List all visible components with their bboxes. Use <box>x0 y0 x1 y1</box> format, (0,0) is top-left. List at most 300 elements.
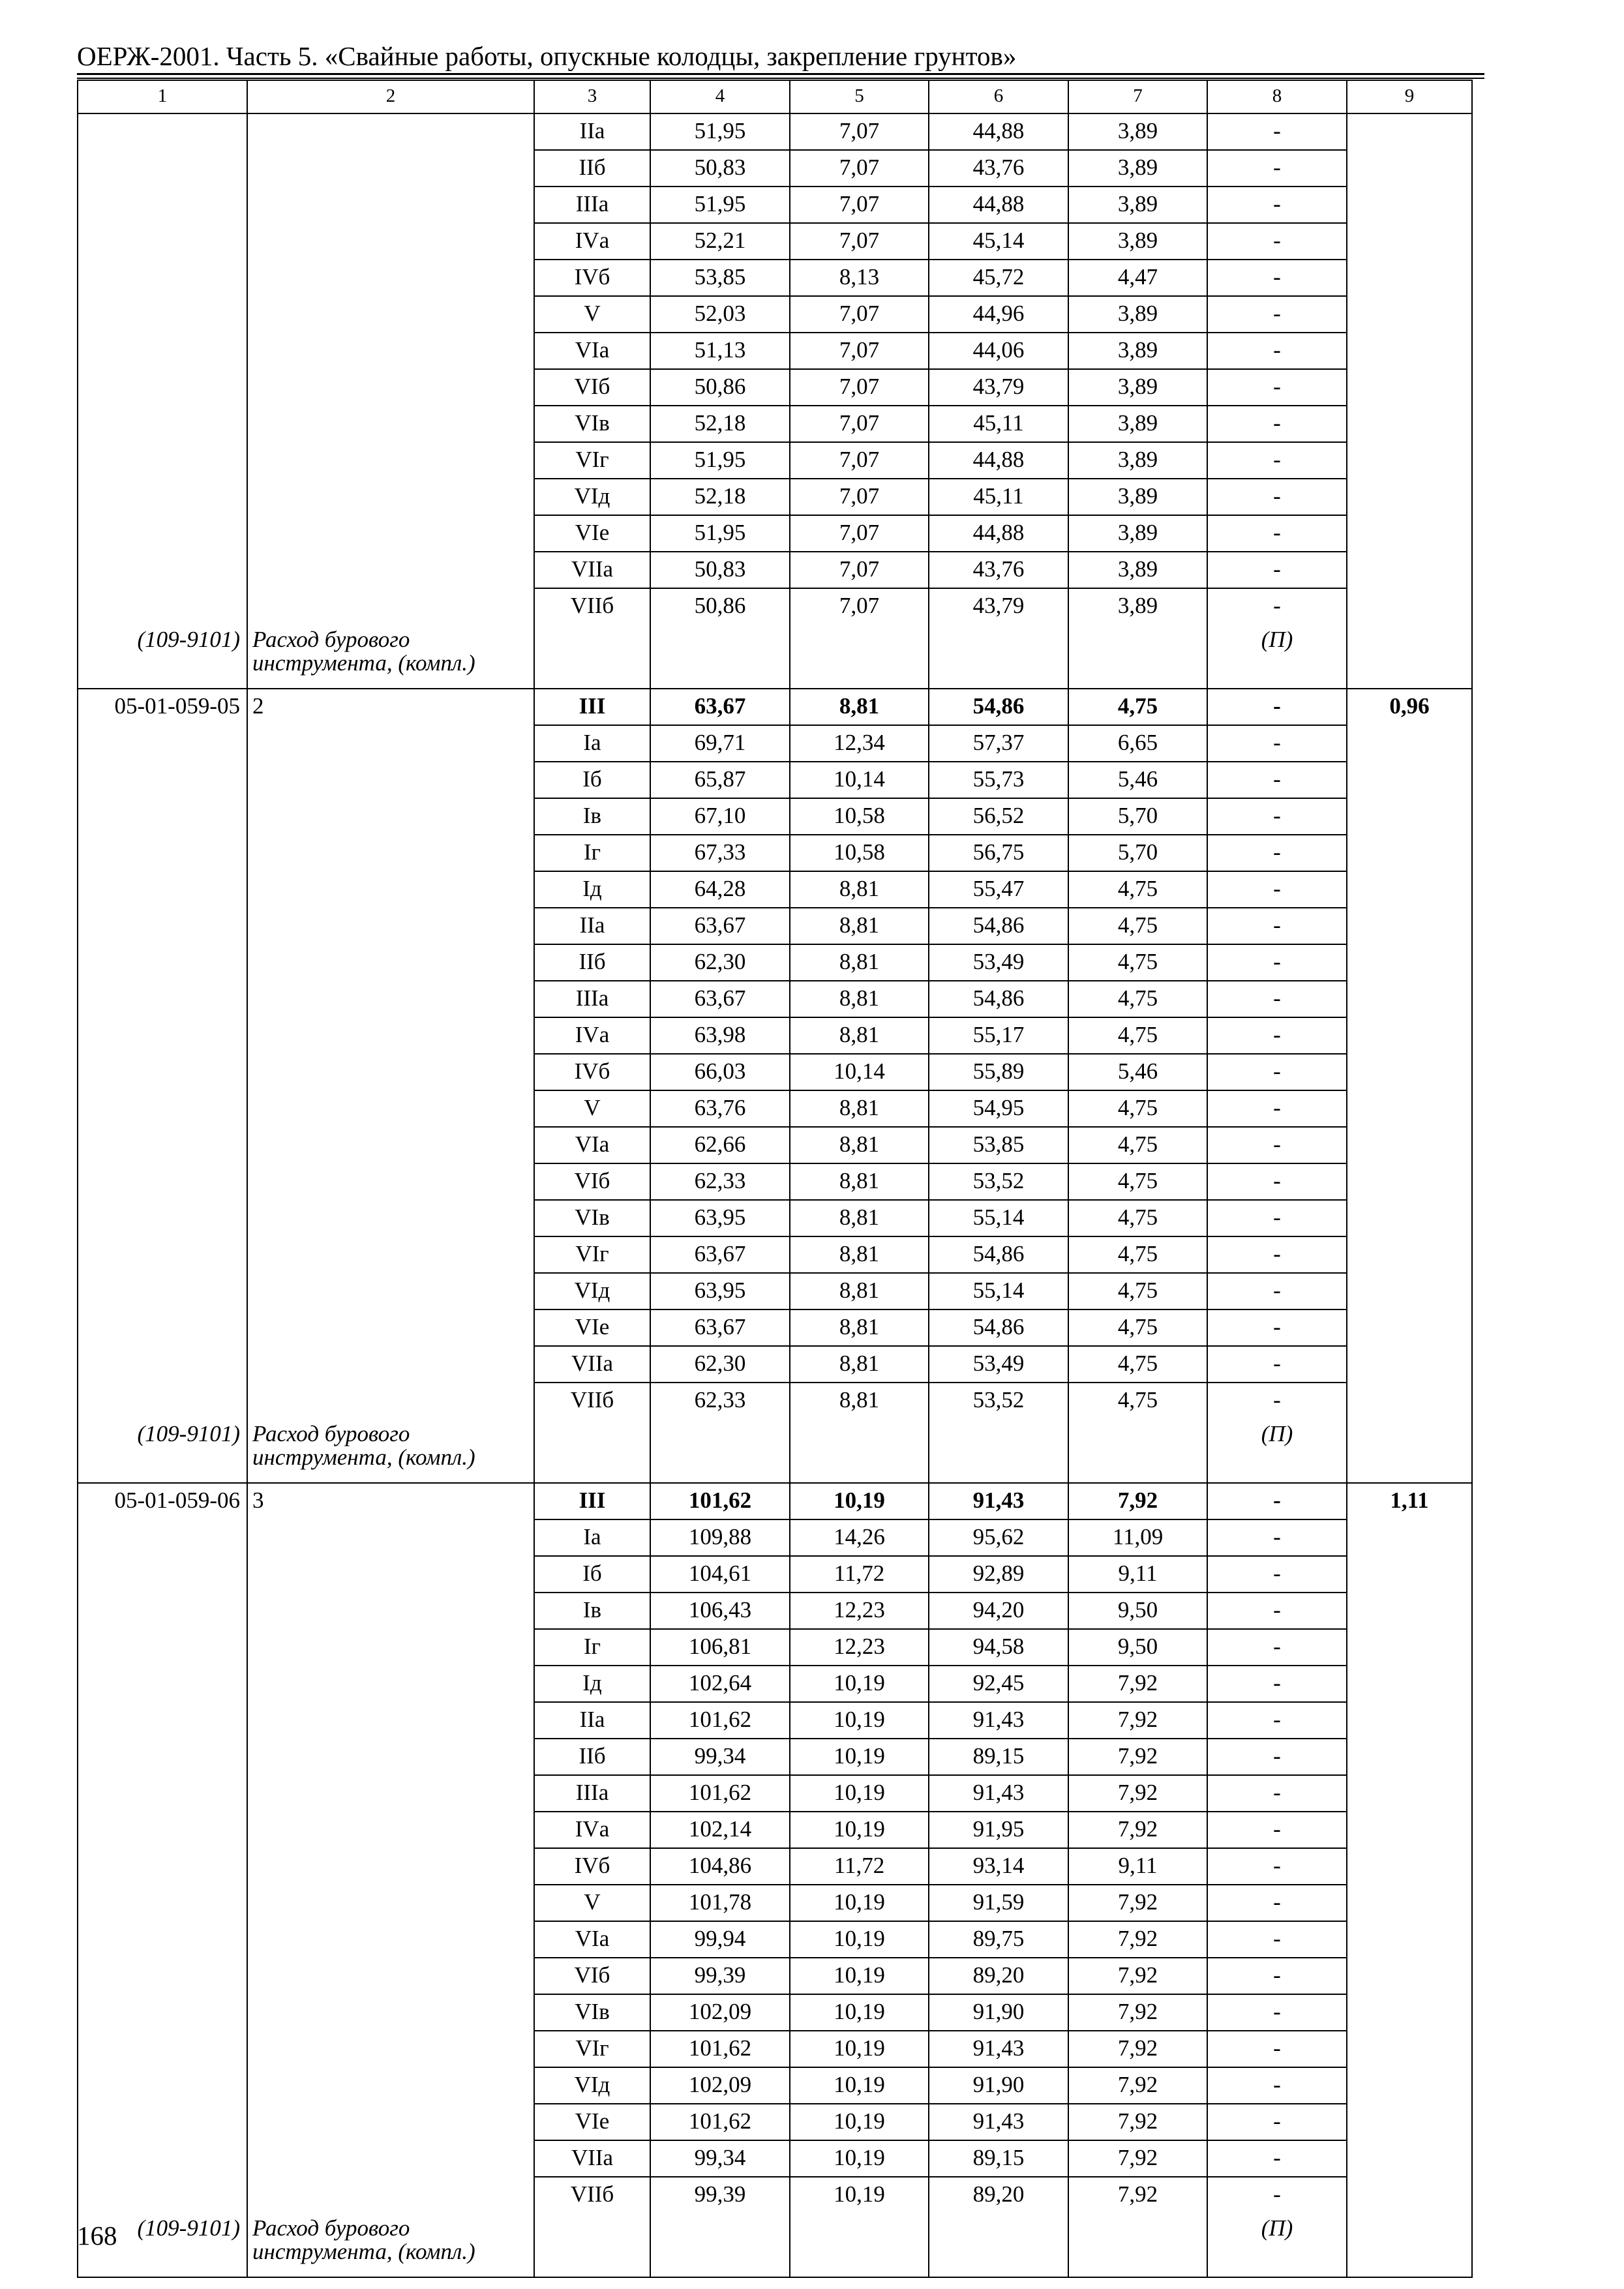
zone-cell: III <box>534 1483 650 1519</box>
labor-cost-cell: 10,19 <box>790 2067 929 2104</box>
labor-cost-cell: 10,19 <box>790 2140 929 2177</box>
materials-cost-cell: - <box>1207 1236 1347 1273</box>
column-number: 7 <box>1068 80 1207 113</box>
materials-cost-cell: - <box>1207 944 1347 981</box>
machine-cost-cell: 44,88 <box>929 442 1068 479</box>
materials-cost-cell: - <box>1207 1163 1347 1200</box>
zone-cell: IVб <box>534 260 650 296</box>
total-cost-cell: 66,03 <box>650 1054 790 1090</box>
resource-code-cell <box>78 1418 247 1483</box>
labor-cost-cell: 7,07 <box>790 442 929 479</box>
labor-cost-cell: 10,14 <box>790 762 929 798</box>
rate-code <box>78 113 247 624</box>
operator-wage-cell: 4,47 <box>1068 260 1207 296</box>
labor-cost-cell: 8,81 <box>790 871 929 908</box>
total-cost-cell: 99,34 <box>650 2140 790 2177</box>
column-number: 9 <box>1347 80 1472 113</box>
resource-description-line: инструмента, (компл.) <box>252 650 475 676</box>
zone-cell: VIIб <box>534 2177 650 2213</box>
machine-cost-cell: 54,86 <box>929 981 1068 1017</box>
machine-cost-cell: 55,14 <box>929 1273 1068 1309</box>
operator-wage-cell: 4,75 <box>1068 981 1207 1017</box>
empty-cell <box>790 2213 929 2277</box>
machine-cost-cell: 55,89 <box>929 1054 1068 1090</box>
machine-cost-cell: 43,76 <box>929 552 1068 588</box>
machine-cost-cell: 53,49 <box>929 1346 1068 1383</box>
labor-cost-cell: 10,19 <box>790 1994 929 2031</box>
header-rule-thin <box>77 78 1484 79</box>
resource-code: (109-9101) <box>137 1421 240 1446</box>
resource-mark: (П) <box>1261 627 1293 652</box>
total-cost-cell: 50,86 <box>650 369 790 406</box>
zone-cell: VIд <box>534 1273 650 1309</box>
rate-code: 05-01-059-05 <box>78 689 247 1418</box>
zone-cell: Iв <box>534 798 650 835</box>
materials-cost-cell: - <box>1207 2067 1347 2104</box>
total-cost-cell: 99,39 <box>650 2177 790 2213</box>
operator-wage-cell: 5,70 <box>1068 835 1207 871</box>
total-cost-cell: 63,67 <box>650 1236 790 1273</box>
labor-cost-cell: 10,19 <box>790 1958 929 1994</box>
resource-mark-cell <box>1207 1418 1347 1483</box>
materials-cost-cell: - <box>1207 725 1347 762</box>
machine-cost-cell: 43,79 <box>929 369 1068 406</box>
labor-cost-cell: 8,13 <box>790 260 929 296</box>
materials-cost-cell: - <box>1207 1666 1347 1702</box>
machine-cost-cell: 91,90 <box>929 2067 1068 2104</box>
table-row <box>78 689 1472 725</box>
total-cost-cell: 52,18 <box>650 479 790 515</box>
zone-cell: VIIб <box>534 588 650 624</box>
operator-wage-cell: 3,89 <box>1068 113 1207 150</box>
materials-cost-cell: - <box>1207 1812 1347 1848</box>
zone-cell: IVб <box>534 1848 650 1885</box>
labor-cost-cell: 12,34 <box>790 725 929 762</box>
total-cost-cell: 101,78 <box>650 1885 790 1921</box>
materials-cost-cell: - <box>1207 296 1347 333</box>
total-cost-cell: 65,87 <box>650 762 790 798</box>
column-number: 3 <box>534 80 650 113</box>
operator-wage-cell: 7,92 <box>1068 1483 1207 1519</box>
total-cost-cell: 51,95 <box>650 515 790 552</box>
labor-cost-cell: 7,07 <box>790 333 929 369</box>
column-number: 8 <box>1207 80 1347 113</box>
labor-cost-cell: 10,19 <box>790 1702 929 1739</box>
operator-wage-cell: 9,11 <box>1068 1848 1207 1885</box>
resource-mark-cell <box>1207 624 1347 689</box>
total-cost-cell: 101,62 <box>650 1483 790 1519</box>
resource-row <box>78 1418 1472 1483</box>
zone-cell: VIе <box>534 1309 650 1346</box>
labor-cost-cell: 8,81 <box>790 944 929 981</box>
page-number: 168 <box>77 2221 117 2251</box>
zone-cell: VIв <box>534 406 650 442</box>
zone-cell: IIIа <box>534 187 650 223</box>
machine-cost-cell: 91,95 <box>929 1812 1068 1848</box>
operator-wage-cell: 3,89 <box>1068 552 1207 588</box>
machine-cost-cell: 91,43 <box>929 1775 1068 1812</box>
labor-cost-cell: 11,72 <box>790 1848 929 1885</box>
empty-cell <box>929 1418 1068 1483</box>
operator-wage-cell: 5,46 <box>1068 1054 1207 1090</box>
materials-cost-cell: - <box>1207 981 1347 1017</box>
empty-cell <box>650 624 790 689</box>
header-rule-thick <box>77 73 1484 75</box>
materials-cost-cell: - <box>1207 1200 1347 1236</box>
machine-cost-cell: 95,62 <box>929 1519 1068 1556</box>
column-number: 6 <box>929 80 1068 113</box>
operator-wage-cell: 3,89 <box>1068 479 1207 515</box>
machine-cost-cell: 91,43 <box>929 1702 1068 1739</box>
zone-cell: Iд <box>534 1666 650 1702</box>
machine-cost-cell: 53,85 <box>929 1127 1068 1163</box>
materials-cost-cell: - <box>1207 1017 1347 1054</box>
zone-cell: V <box>534 296 650 333</box>
zone-cell: VIв <box>534 1994 650 2031</box>
total-cost-cell: 67,33 <box>650 835 790 871</box>
labor-cost-cell: 8,81 <box>790 1017 929 1054</box>
zone-cell: IIIа <box>534 1775 650 1812</box>
machine-cost-cell: 43,76 <box>929 150 1068 187</box>
machine-cost-cell: 89,15 <box>929 1739 1068 1775</box>
column-number-row <box>78 80 1472 113</box>
operator-wage-cell: 4,75 <box>1068 1090 1207 1127</box>
empty-cell <box>929 624 1068 689</box>
resource-code-cell <box>78 624 247 689</box>
labor-cost-cell: 8,81 <box>790 1273 929 1309</box>
total-cost-cell: 62,33 <box>650 1383 790 1418</box>
machine-cost-cell: 54,86 <box>929 689 1068 725</box>
zone-cell: VIд <box>534 2067 650 2104</box>
materials-cost-cell: - <box>1207 1483 1347 1519</box>
zone-cell: VIв <box>534 1200 650 1236</box>
zone-cell: IVб <box>534 1054 650 1090</box>
total-cost-cell: 101,62 <box>650 2031 790 2067</box>
rate-parameter <box>247 113 534 624</box>
operator-wage-cell: 4,75 <box>1068 1346 1207 1383</box>
total-cost-cell: 106,81 <box>650 1629 790 1666</box>
total-cost-cell: 99,94 <box>650 1921 790 1958</box>
labor-cost-cell: 7,07 <box>790 369 929 406</box>
machine-cost-cell: 91,43 <box>929 1483 1068 1519</box>
zone-cell: VIIб <box>534 1383 650 1418</box>
zone-cell: IIIа <box>534 981 650 1017</box>
machine-cost-cell: 91,43 <box>929 2104 1068 2140</box>
zone-cell: VIд <box>534 479 650 515</box>
operator-wage-cell: 4,75 <box>1068 1017 1207 1054</box>
materials-cost-cell: - <box>1207 1054 1347 1090</box>
zone-cell: Iа <box>534 1519 650 1556</box>
zone-cell: VIIа <box>534 1346 650 1383</box>
labor-cost-cell: 10,19 <box>790 1885 929 1921</box>
zone-cell: V <box>534 1090 650 1127</box>
materials-cost-cell: - <box>1207 369 1347 406</box>
resource-description-cell <box>247 624 534 689</box>
machine-cost-cell: 54,86 <box>929 1309 1068 1346</box>
total-cost-cell: 63,67 <box>650 1309 790 1346</box>
machine-cost-cell: 89,20 <box>929 2177 1068 2213</box>
labor-cost-cell: 10,19 <box>790 1921 929 1958</box>
operator-wage-cell: 4,75 <box>1068 1273 1207 1309</box>
rates-table <box>77 80 1473 2278</box>
machine-cost-cell: 44,96 <box>929 296 1068 333</box>
materials-cost-cell: - <box>1207 798 1347 835</box>
operator-wage-cell: 4,75 <box>1068 1200 1207 1236</box>
labor-coefficient: 0,96 <box>1347 689 1472 1483</box>
labor-cost-cell: 10,19 <box>790 2104 929 2140</box>
zone-cell: IIа <box>534 113 650 150</box>
total-cost-cell: 51,95 <box>650 442 790 479</box>
total-cost-cell: 109,88 <box>650 1519 790 1556</box>
machine-cost-cell: 45,14 <box>929 223 1068 260</box>
operator-wage-cell: 5,46 <box>1068 762 1207 798</box>
machine-cost-cell: 45,11 <box>929 479 1068 515</box>
operator-wage-cell: 7,92 <box>1068 1921 1207 1958</box>
total-cost-cell: 101,62 <box>650 1775 790 1812</box>
operator-wage-cell: 3,89 <box>1068 333 1207 369</box>
rate-code: 05-01-059-06 <box>78 1483 247 2213</box>
operator-wage-cell: 7,92 <box>1068 1958 1207 1994</box>
zone-cell: Iб <box>534 762 650 798</box>
total-cost-cell: 63,67 <box>650 981 790 1017</box>
operator-wage-cell: 4,75 <box>1068 944 1207 981</box>
total-cost-cell: 50,83 <box>650 150 790 187</box>
machine-cost-cell: 57,37 <box>929 725 1068 762</box>
materials-cost-cell: - <box>1207 223 1347 260</box>
operator-wage-cell: 7,92 <box>1068 1994 1207 2031</box>
machine-cost-cell: 92,45 <box>929 1666 1068 1702</box>
materials-cost-cell: - <box>1207 2177 1347 2213</box>
empty-cell <box>534 624 650 689</box>
empty-cell <box>929 2213 1068 2277</box>
operator-wage-cell: 3,89 <box>1068 369 1207 406</box>
zone-cell: VIг <box>534 1236 650 1273</box>
zone-cell: VIIа <box>534 2140 650 2177</box>
total-cost-cell: 51,13 <box>650 333 790 369</box>
zone-cell: VIе <box>534 515 650 552</box>
machine-cost-cell: 55,73 <box>929 762 1068 798</box>
materials-cost-cell: - <box>1207 2140 1347 2177</box>
total-cost-cell: 102,09 <box>650 1994 790 2031</box>
total-cost-cell: 63,67 <box>650 908 790 944</box>
empty-cell <box>1068 2213 1207 2277</box>
machine-cost-cell: 55,14 <box>929 1200 1068 1236</box>
materials-cost-cell: - <box>1207 1629 1347 1666</box>
total-cost-cell: 69,71 <box>650 725 790 762</box>
materials-cost-cell: - <box>1207 406 1347 442</box>
materials-cost-cell: - <box>1207 1921 1347 1958</box>
total-cost-cell: 62,30 <box>650 944 790 981</box>
zone-cell: Iг <box>534 835 650 871</box>
operator-wage-cell: 5,70 <box>1068 798 1207 835</box>
labor-cost-cell: 12,23 <box>790 1593 929 1629</box>
operator-wage-cell: 7,92 <box>1068 2177 1207 2213</box>
page-header: ОЕРЖ-2001. Часть 5. «Свайные работы, опускные колодцы, закрепление грунтов» <box>77 41 1017 71</box>
zone-cell: VIб <box>534 1958 650 1994</box>
total-cost-cell: 63,67 <box>650 689 790 725</box>
zone-cell: IVа <box>534 223 650 260</box>
total-cost-cell: 63,76 <box>650 1090 790 1127</box>
rates-table-body <box>78 80 1472 2277</box>
materials-cost-cell: - <box>1207 1309 1347 1346</box>
total-cost-cell: 62,30 <box>650 1346 790 1383</box>
operator-wage-cell: 3,89 <box>1068 406 1207 442</box>
materials-cost-cell: - <box>1207 1739 1347 1775</box>
labor-cost-cell: 7,07 <box>790 406 929 442</box>
resource-mark: (П) <box>1261 2215 1293 2241</box>
column-number: 5 <box>790 80 929 113</box>
materials-cost-cell: - <box>1207 442 1347 479</box>
total-cost-cell: 50,86 <box>650 588 790 624</box>
zone-cell: VIа <box>534 1127 650 1163</box>
operator-wage-cell: 9,50 <box>1068 1629 1207 1666</box>
resource-mark-cell <box>1207 2213 1347 2277</box>
machine-cost-cell: 44,88 <box>929 515 1068 552</box>
machine-cost-cell: 89,75 <box>929 1921 1068 1958</box>
materials-cost-cell: - <box>1207 1994 1347 2031</box>
labor-cost-cell: 7,07 <box>790 223 929 260</box>
materials-cost-cell: - <box>1207 1885 1347 1921</box>
total-cost-cell: 101,62 <box>650 2104 790 2140</box>
labor-cost-cell: 10,19 <box>790 1483 929 1519</box>
materials-cost-cell: - <box>1207 479 1347 515</box>
materials-cost-cell: - <box>1207 333 1347 369</box>
machine-cost-cell: 54,86 <box>929 908 1068 944</box>
zone-cell: IIб <box>534 150 650 187</box>
materials-cost-cell: - <box>1207 762 1347 798</box>
machine-cost-cell: 55,17 <box>929 1017 1068 1054</box>
machine-cost-cell: 55,47 <box>929 871 1068 908</box>
empty-cell <box>650 1418 790 1483</box>
operator-wage-cell: 7,92 <box>1068 1775 1207 1812</box>
labor-cost-cell: 10,58 <box>790 798 929 835</box>
total-cost-cell: 53,85 <box>650 260 790 296</box>
total-cost-cell: 51,95 <box>650 187 790 223</box>
total-cost-cell: 52,03 <box>650 296 790 333</box>
materials-cost-cell: - <box>1207 835 1347 871</box>
materials-cost-cell: - <box>1207 2031 1347 2067</box>
machine-cost-cell: 53,52 <box>929 1383 1068 1418</box>
labor-cost-cell: 7,07 <box>790 515 929 552</box>
total-cost-cell: 63,95 <box>650 1200 790 1236</box>
operator-wage-cell: 7,92 <box>1068 2067 1207 2104</box>
total-cost-cell: 50,83 <box>650 552 790 588</box>
labor-cost-cell: 7,07 <box>790 187 929 223</box>
resource-row <box>78 624 1472 689</box>
machine-cost-cell: 44,88 <box>929 113 1068 150</box>
operator-wage-cell: 3,89 <box>1068 588 1207 624</box>
operator-wage-cell: 4,75 <box>1068 1163 1207 1200</box>
materials-cost-cell: - <box>1207 1519 1347 1556</box>
materials-cost-cell: - <box>1207 1593 1347 1629</box>
materials-cost-cell: - <box>1207 1383 1347 1418</box>
resource-description-line: инструмента, (компл.) <box>252 2239 475 2264</box>
column-number: 4 <box>650 80 790 113</box>
materials-cost-cell: - <box>1207 1090 1347 1127</box>
table-row <box>78 113 1472 150</box>
operator-wage-cell: 4,75 <box>1068 1236 1207 1273</box>
labor-coefficient: 1,11 <box>1347 1483 1472 2277</box>
rate-parameter: 2 <box>247 689 534 1418</box>
resource-mark: (П) <box>1261 1421 1293 1446</box>
zone-cell: III <box>534 689 650 725</box>
zone-cell: IIб <box>534 1739 650 1775</box>
zone-cell: Iд <box>534 871 650 908</box>
operator-wage-cell: 4,75 <box>1068 1309 1207 1346</box>
machine-cost-cell: 45,72 <box>929 260 1068 296</box>
empty-cell <box>534 2213 650 2277</box>
resource-description-line: Расход бурового <box>252 1421 410 1446</box>
labor-cost-cell: 10,19 <box>790 1666 929 1702</box>
resource-description-cell <box>247 1418 534 1483</box>
zone-cell: V <box>534 1885 650 1921</box>
labor-cost-cell: 7,07 <box>790 150 929 187</box>
labor-coefficient <box>1347 113 1472 689</box>
resource-description-cell <box>247 2213 534 2277</box>
labor-cost-cell: 10,14 <box>790 1054 929 1090</box>
labor-cost-cell: 7,07 <box>790 552 929 588</box>
labor-cost-cell: 8,81 <box>790 981 929 1017</box>
zone-cell: VIг <box>534 2031 650 2067</box>
machine-cost-cell: 44,06 <box>929 333 1068 369</box>
materials-cost-cell: - <box>1207 1958 1347 1994</box>
total-cost-cell: 104,86 <box>650 1848 790 1885</box>
materials-cost-cell: - <box>1207 1346 1347 1383</box>
labor-cost-cell: 8,81 <box>790 1163 929 1200</box>
operator-wage-cell: 3,89 <box>1068 296 1207 333</box>
zone-cell: IIа <box>534 1702 650 1739</box>
machine-cost-cell: 43,79 <box>929 588 1068 624</box>
total-cost-cell: 52,21 <box>650 223 790 260</box>
labor-cost-cell: 8,81 <box>790 1383 929 1418</box>
zone-cell: IVа <box>534 1812 650 1848</box>
materials-cost-cell: - <box>1207 908 1347 944</box>
operator-wage-cell: 7,92 <box>1068 1702 1207 1739</box>
machine-cost-cell: 44,88 <box>929 187 1068 223</box>
materials-cost-cell: - <box>1207 552 1347 588</box>
empty-cell <box>790 624 929 689</box>
materials-cost-cell: - <box>1207 1848 1347 1885</box>
operator-wage-cell: 4,75 <box>1068 871 1207 908</box>
machine-cost-cell: 45,11 <box>929 406 1068 442</box>
operator-wage-cell: 7,92 <box>1068 2031 1207 2067</box>
labor-cost-cell: 10,58 <box>790 835 929 871</box>
machine-cost-cell: 54,95 <box>929 1090 1068 1127</box>
empty-cell <box>1068 1418 1207 1483</box>
empty-cell <box>790 1418 929 1483</box>
column-number: 1 <box>78 80 247 113</box>
total-cost-cell: 99,34 <box>650 1739 790 1775</box>
machine-cost-cell: 89,20 <box>929 1958 1068 1994</box>
operator-wage-cell: 3,89 <box>1068 442 1207 479</box>
resource-code: (109-9101) <box>137 2215 240 2241</box>
labor-cost-cell: 8,81 <box>790 908 929 944</box>
materials-cost-cell: - <box>1207 689 1347 725</box>
resource-description-line: Расход бурового <box>252 627 410 652</box>
machine-cost-cell: 94,20 <box>929 1593 1068 1629</box>
total-cost-cell: 67,10 <box>650 798 790 835</box>
operator-wage-cell: 3,89 <box>1068 515 1207 552</box>
labor-cost-cell: 10,19 <box>790 1812 929 1848</box>
materials-cost-cell: - <box>1207 871 1347 908</box>
labor-cost-cell: 11,72 <box>790 1556 929 1593</box>
machine-cost-cell: 91,43 <box>929 2031 1068 2067</box>
total-cost-cell: 51,95 <box>650 113 790 150</box>
zone-cell: VIа <box>534 1921 650 1958</box>
zone-cell: IIб <box>534 944 650 981</box>
materials-cost-cell: - <box>1207 1775 1347 1812</box>
operator-wage-cell: 9,50 <box>1068 1593 1207 1629</box>
